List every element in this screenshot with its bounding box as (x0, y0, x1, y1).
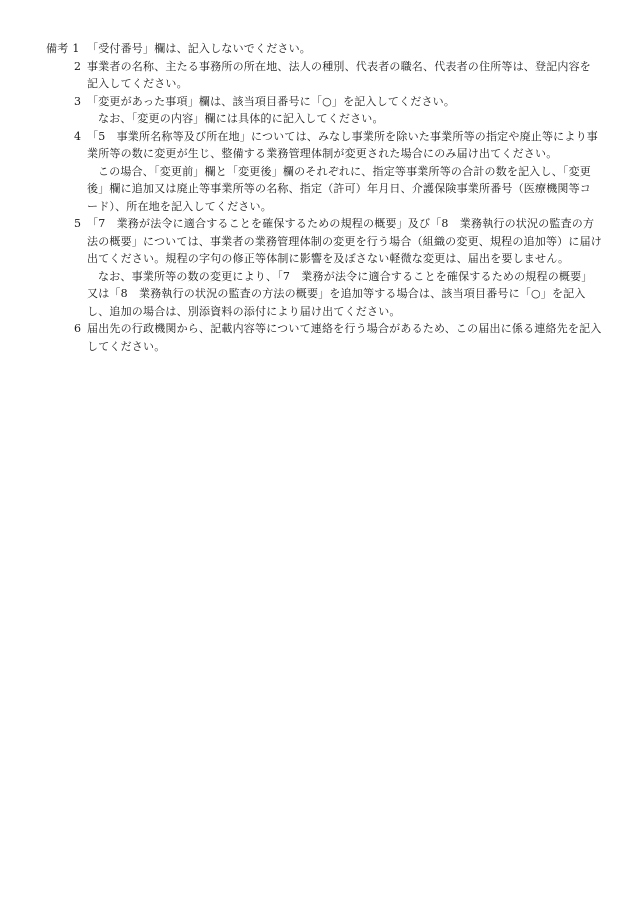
remark-item-6 (46, 320, 602, 355)
remark-text-3: 「変更があった事項」欄は、該当項目番号に「○」を記入してください。 (87, 94, 456, 108)
remark-text-5: 「7 業務が法令に適合することを確保するための規程の概要」及び「8 業務執行の状況の監査の方法の概要」については、事業者の業務管理体制の変更を行う場合（組織の変更、規程の追加等）に届け出てください。規程の字句の修正等体制に影響を及ぼさない軽微な変更は、届出を要しません。 (87, 217, 602, 265)
remark-number-4: 4 (74, 129, 82, 143)
remark-text-4-case: この場合、「変更前」欄と「変更後」欄のそれぞれに、指定等事業所等の合計の数を記入し、「変更後」欄に追加又は廃止等事業所等の名称、指定（許可）年月日、介護保険事業所番号（医療機関等コード）、所在地を記入してください。 (87, 164, 591, 213)
remark-item-3 (46, 93, 602, 128)
remark-item-1 (46, 40, 602, 58)
remarks-section (46, 40, 602, 355)
remark-text-6: 届出先の行政機関から、記載内容等について連絡を行う場合があるため、この届出に係る連絡先を記入してください。 (87, 322, 602, 353)
remark-number-3: 3 (74, 94, 82, 108)
remark-text-5-note: なお、事業所等の数の変更により、「7 業務が法令に適合することを確保するための規程の概要」又は「8 業務執行の状況の監査の方法の概要」を追加等する場合は、該当項目番号に「○」を記入し、追加の場合は、別添資料の添付により届け出てください。 (87, 269, 593, 318)
remark-item-5 (46, 215, 602, 320)
remark-number-5: 5 (74, 217, 82, 230)
remark-number-1: 1 (72, 42, 80, 55)
remark-text-3-note: なお、「変更の内容」欄には具体的に記入してください。 (98, 112, 384, 125)
remark-text-1: 「受付番号」欄は、記入しないでください。 (87, 42, 311, 55)
remark-number-6: 6 (74, 322, 82, 335)
remark-item-2 (46, 58, 602, 93)
remark-item-4 (46, 128, 602, 216)
remark-number-2: 2 (74, 59, 82, 73)
remark-head-1 (46, 40, 80, 58)
remark-text-2: 事業者の名称、主たる事務所の所在地、法人の種別、代表者の職名、代表者の住所等は、登記内容を記入してください。 (87, 59, 591, 90)
remark-text-4: 「5 事業所名称等及び所在地」については、みなし事業所を除いた事業所等の指定や廃止等により事業所等の数に変更が生じ、整備する業務管理体制が変更された場合にのみ届け出てください。 (87, 129, 598, 160)
remarks-label: 備考 (46, 42, 69, 55)
